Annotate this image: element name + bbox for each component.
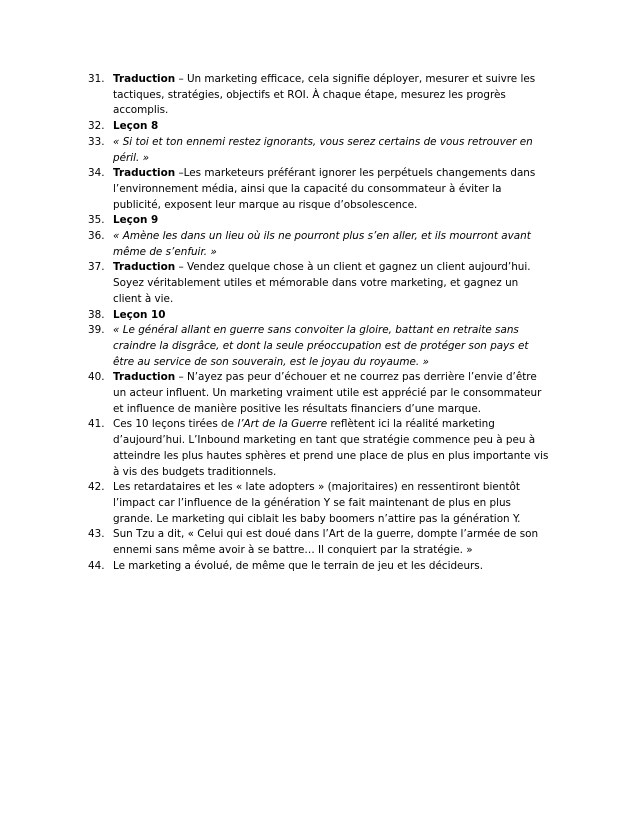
list-item	[88, 480, 550, 527]
item-heading: Leçon 8	[113, 120, 159, 133]
item-text: – N’ayez pas peur d’échouer et ne courrez pas derrière l’envie d’être un acteur influent. Un marketing vraiment utile est apprécié par le consommateur et influence de manière positive les résultats financiers d’une marque.	[113, 371, 542, 415]
item-number: 37.	[88, 261, 105, 274]
item-number: 35.	[88, 214, 105, 227]
item-number: 32.	[88, 120, 105, 133]
list-item	[88, 72, 550, 119]
item-heading: Traduction	[113, 371, 176, 384]
list-item	[88, 417, 550, 480]
item-text: Les retardataires et les « late adopters » (majoritaires) en ressentiront bientôt l’impact car l’influence de la génération Y se fait maintenant de plus en plus grande. Le marketing qui ciblait les baby boomers n’attire pas la génération Y.	[113, 481, 521, 525]
item-number: 43.	[88, 528, 105, 541]
list-item	[88, 559, 550, 575]
book-title: l’Art de la Guerre	[237, 418, 328, 431]
item-heading: Traduction	[113, 261, 176, 274]
list-item	[88, 527, 550, 558]
item-text: – Vendez quelque chose à un client et gagnez un client aujourd’hui. Soyez véritablement utiles et mémorable dans votre marketing, et gagnez un client à vie.	[113, 261, 531, 305]
item-number: 36.	[88, 230, 105, 243]
item-number: 44.	[88, 559, 105, 572]
item-text: reflètent ici la réalité marketing d’aujourd’hui. L’Inbound marketing en tant que stratégie commence peu à peu à atteindre les plus hautes sphères et prend une place de plus en plus importante vis à vis des budgets traditionnels.	[113, 418, 549, 478]
list-item	[88, 308, 550, 324]
item-number: 42.	[88, 481, 105, 494]
list-item	[88, 370, 550, 417]
item-text: – Un marketing efficace, cela signifie déployer, mesurer et suivre les tactiques, stratégies, objectifs et ROI. À chaque étape, mesurez les progrès accomplis.	[113, 73, 536, 117]
item-heading: Leçon 9	[113, 214, 159, 227]
list-item	[88, 260, 550, 307]
item-number: 34.	[88, 167, 105, 180]
list-item	[88, 119, 550, 135]
item-number: 41.	[88, 418, 105, 431]
item-number: 40.	[88, 371, 105, 384]
list-item	[88, 323, 550, 370]
item-number: 31.	[88, 73, 105, 85]
item-text: Le marketing a évolué, de même que le terrain de jeu et les décideurs.	[113, 559, 484, 572]
item-heading: Traduction	[113, 167, 176, 180]
item-number: 39.	[88, 324, 105, 337]
item-quote: « Le général allant en guerre sans convoiter la gloire, battant en retraite sans craindre la disgrâce, et dont la seule préoccupation est de protéger son pays et être au service de son souverain, est le joyau du royaume. »	[113, 324, 529, 368]
item-text: –Les marketeurs préférant ignorer les perpétuels changements dans l’environnement média, ainsi que la capacité du consommateur à éviter la publicité, exposent leur marque au risque d’obsolescence.	[113, 167, 536, 211]
item-heading: Leçon 10	[113, 308, 166, 321]
item-number: 38.	[88, 308, 105, 321]
item-heading: Traduction	[113, 73, 176, 85]
item-quote: « Amène les dans un lieu où ils ne pourront plus s’en aller, et ils mourront avant même de s’enfuir. »	[113, 230, 531, 258]
list-item	[88, 213, 550, 229]
numbered-list	[88, 72, 550, 575]
item-number: 33.	[88, 135, 105, 148]
list-item	[88, 229, 550, 260]
item-text: Ces 10 leçons tirées de	[113, 418, 238, 431]
list-item	[88, 135, 550, 166]
item-text: Sun Tzu a dit, « Celui qui est doué dans l’Art de la guerre, dompte l’armée de son ennemi sans même avoir à se battre… Il conquiert par la stratégie. »	[113, 528, 539, 557]
item-quote: « Si toi et ton ennemi restez ignorants, vous serez certains de vous retrouver en péril. »	[113, 135, 533, 164]
list-item	[88, 166, 550, 213]
